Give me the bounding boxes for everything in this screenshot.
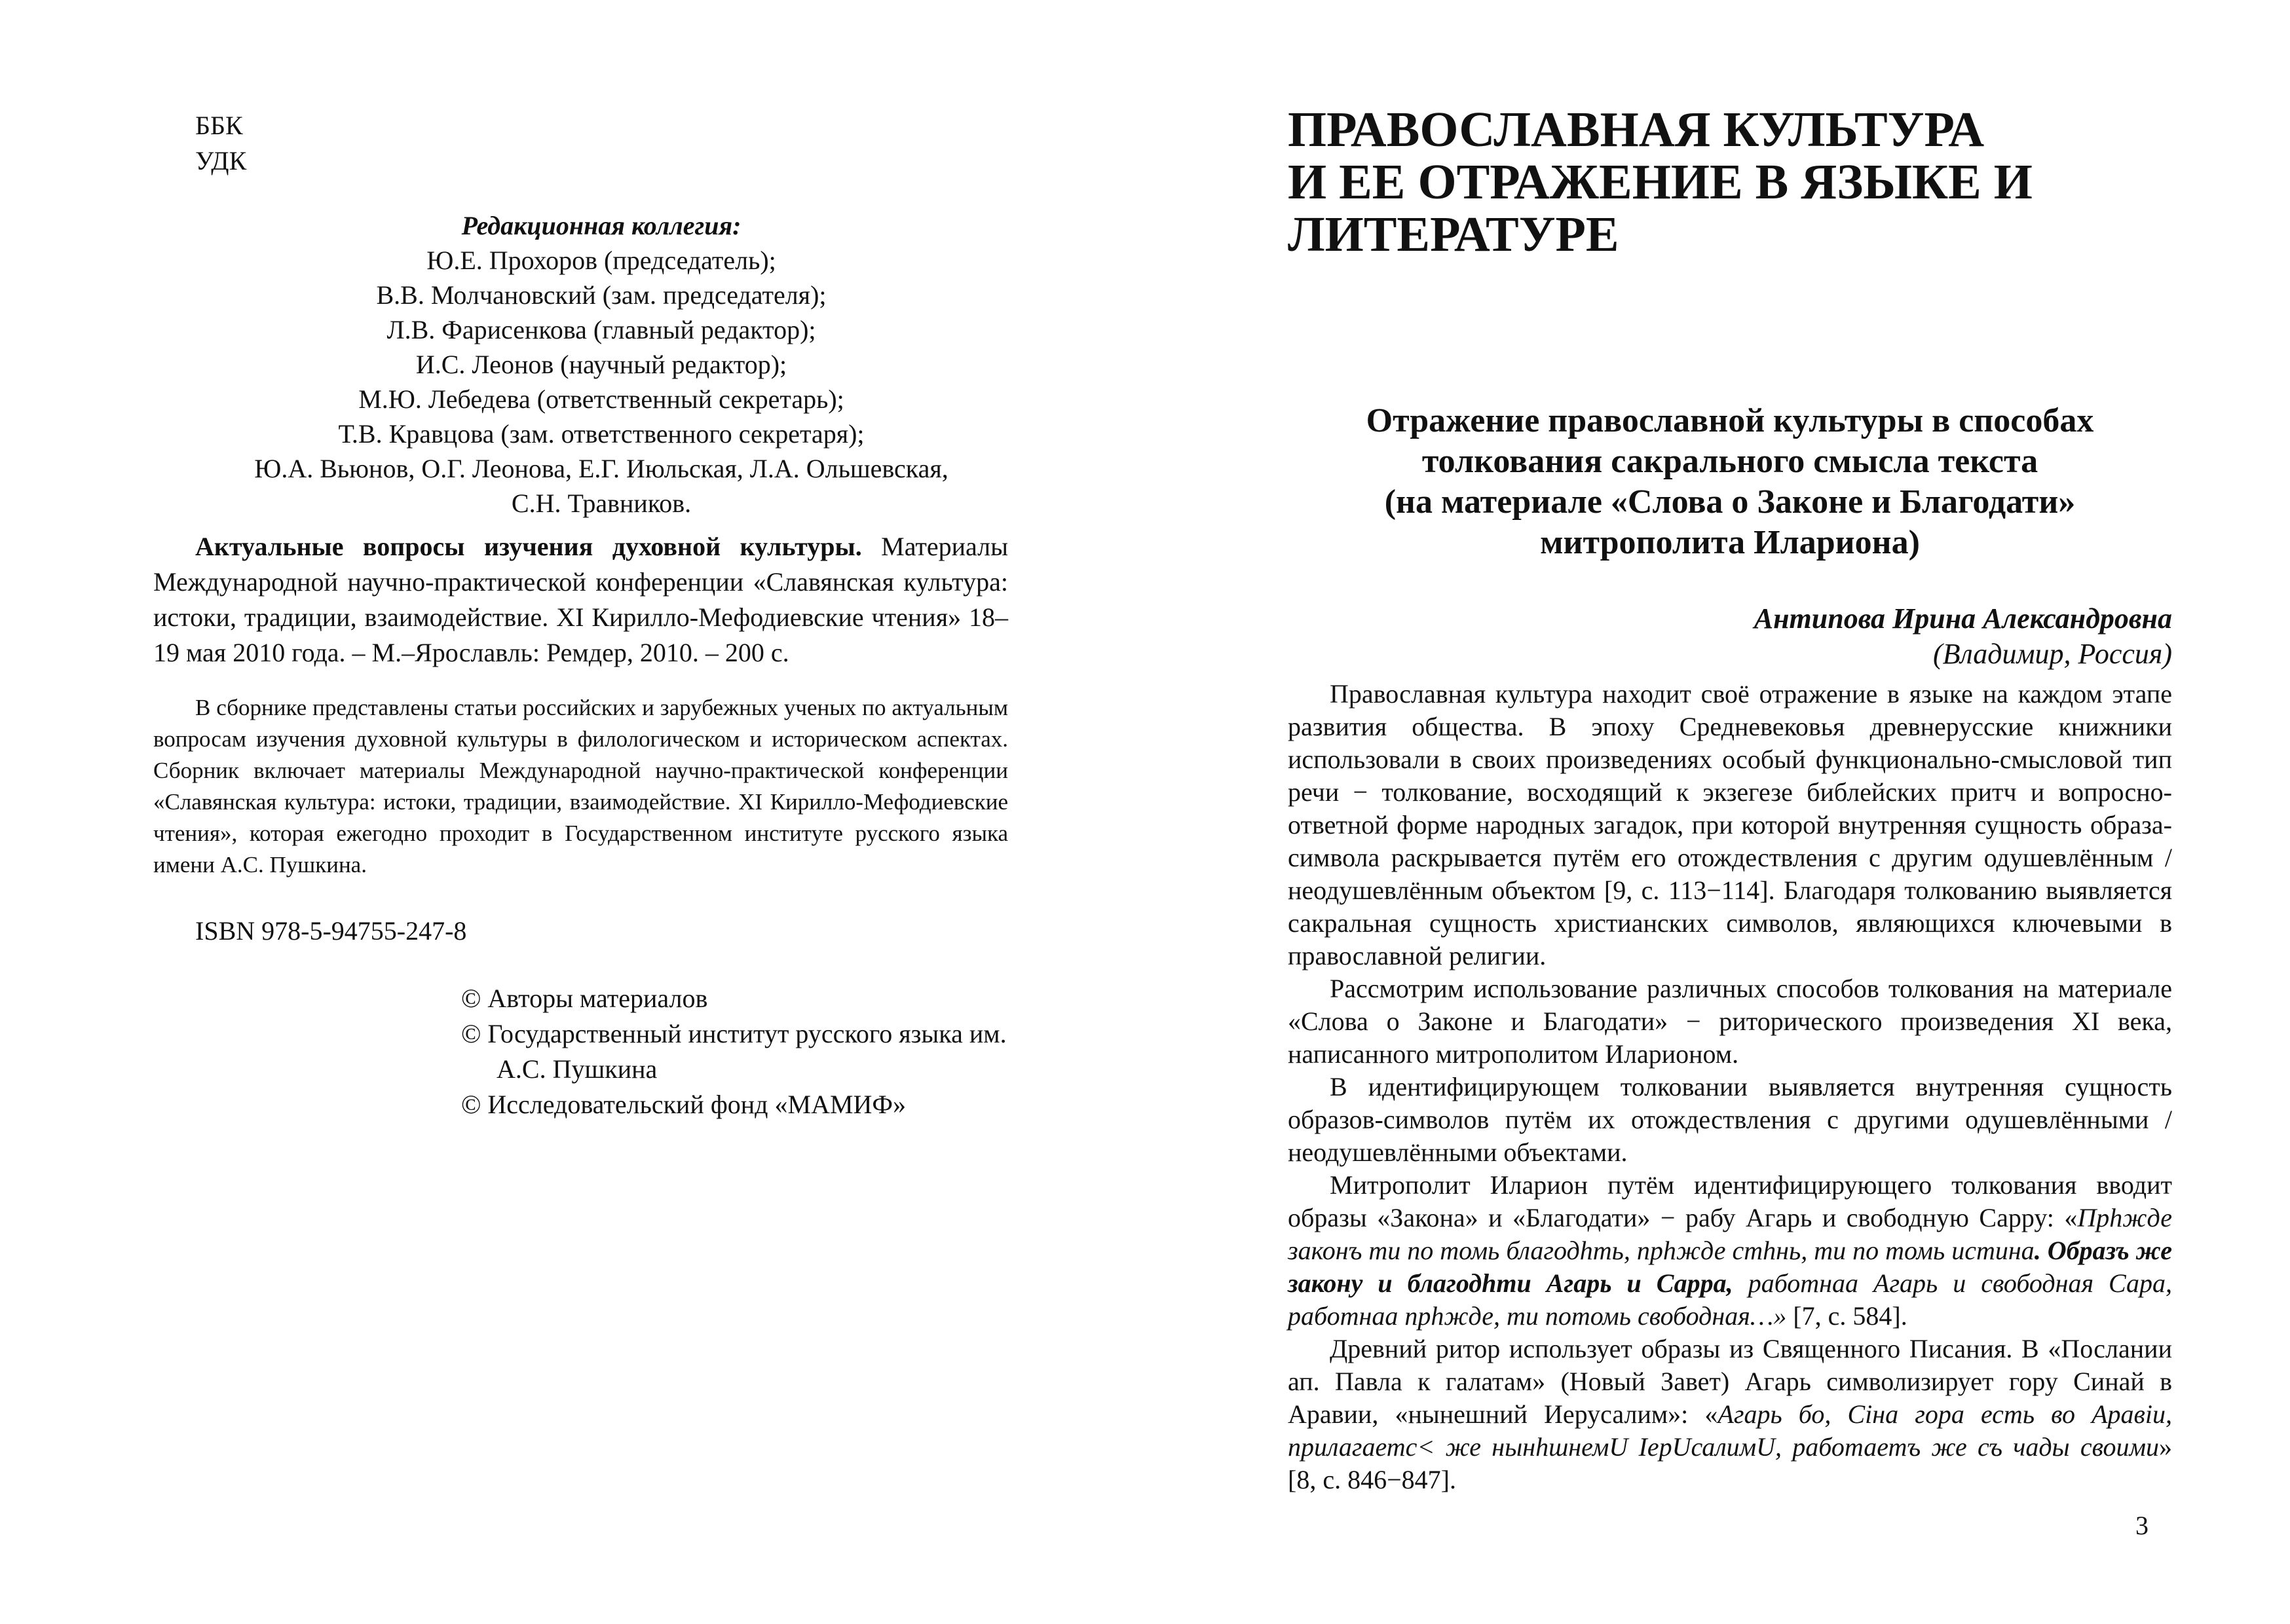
- quote-text: Прhжде законъ ти по томь благодhть, прhжде стhнь, ти по томь истина: [1288, 1203, 2172, 1265]
- board-member: М.Ю. Лебедева (ответственный секретарь);: [358, 384, 844, 414]
- citation: » [8, с. 846−847].: [1288, 1432, 2172, 1494]
- quote-text: Агарь бо, Сіна гора есть во Аравіи, прилагаетс< же нынhшнемU ІерUсалимU, работаетъ же съ чады своими: [1288, 1399, 2172, 1462]
- editorial-board: [195, 208, 1007, 521]
- section-title: [1288, 103, 2172, 261]
- article-title-line: (на материале «Слова о Законе и Благодати»: [1384, 483, 2076, 521]
- paragraph-text: Митрополит Иларион путём идентифицирующего толкования вводит образы «Закона» и «Благодати» − рабу Агарь и свободную Сарру: «: [1288, 1170, 2172, 1232]
- book-title: Актуальные вопросы изучения духовной культуры.: [195, 532, 862, 561]
- section-title-line: ПРАВОСЛАВНАЯ КУЛЬТУРА: [1288, 102, 1985, 157]
- right-page: [1145, 0, 2290, 1624]
- section-title-line: И ЕЕ ОТРАЖЕНИЕ В ЯЗЫКЕ И: [1288, 155, 2033, 210]
- copyright-block: [461, 981, 1018, 1122]
- bbk-label: ББК: [195, 111, 243, 140]
- paragraph: В идентифицирующем толковании выявляется внутренняя сущность образов-символов путём их отождествления с другими одушевлёнными / неодушевлёнными объектами.: [1288, 1072, 2172, 1167]
- author-name: Антипова Ирина Александровна: [1754, 602, 2172, 635]
- page-number: 3: [2135, 1511, 2149, 1540]
- udk-label: УДК: [195, 146, 247, 175]
- paragraph: [1288, 1333, 2172, 1496]
- paragraph-text: Древний ритор использует образы из Священного Писания. В «Послании ап. Павла к галатам» (Новый Завет) Агарь символизирует гору Синай в Аравии, «нынешний Иерусалим»: «: [1288, 1334, 2172, 1429]
- board-member: И.С. Леонов (научный редактор);: [415, 350, 787, 379]
- article-title-line: митрополита Илариона): [1540, 524, 1920, 561]
- section-title-line: ЛИТЕРАТУРЕ: [1288, 207, 1619, 262]
- citation: [7, с. 584].: [1786, 1301, 1907, 1331]
- board-member: С.Н. Травников.: [511, 489, 692, 518]
- quote-text: работнаа Агарь и свободная Сара, работнаа прhжде, ти потомь свободная…»: [1288, 1268, 2173, 1331]
- article-title-line: толкования сакрального смысла текста: [1421, 443, 2038, 480]
- author-location: (Владимир, Россия): [1932, 638, 2172, 670]
- book-details: Материалы Международной научно-практической конференции «Славянская культура: истоки, традиции, взаимодействие. XI Кирилло-Мефодиевские чтения» 18–19 мая 2010 года. – М.–Ярославль: Ремдер, 2010. – 200 с.: [153, 532, 1008, 667]
- copyright-line: © Государственный институт русского языка им. А.С. Пушкина: [461, 1019, 1007, 1084]
- copyright-line: © Авторы материалов: [461, 984, 708, 1013]
- copyright-line: © Исследовательский фонд «МАМИФ»: [461, 1090, 907, 1119]
- article-title: [1288, 401, 2172, 563]
- annotation: В сборнике представлены статьи российских и зарубежных ученых по актуальным вопросам изучения духовной культуры в филологическом и историческом аспектах. Сборник включает материалы Международной научно-практической конференции «Славянская культура: истоки, традиции, взаимодействие. XI Кирилло-Мефодиевские чтения», которая ежегодно проходит в Государственном институте русского языка имени А.С. Пушкина.: [153, 695, 1008, 877]
- board-member: Ю.А. Вьюнов, О.Г. Леонова, Е.Г. Июльская, Л.А. Ольшевская,: [254, 454, 948, 483]
- article-title-line: Отражение православной культуры в способах: [1366, 402, 2094, 439]
- board-member: Ю.Е. Прохоров (председатель);: [426, 246, 776, 275]
- article-body: [1288, 678, 2172, 1496]
- quote-emphasis: . Образъ же закону и благодhти Агарь и Сарра,: [1288, 1236, 2173, 1298]
- editorial-board-title: Редакционная коллегия:: [461, 211, 741, 240]
- paragraph: Православная культура находит своё отражение в языке на каждом этапе развития общества. В эпоху Средневековья древнерусские книжники использовали в своих произведениях особый функционально-смысловой тип речи − толкование, восходящий к экзегезе библейских притч и вопросно-ответной форме народных загадок, при которой внутренняя сущность образа-символа раскрывается путём его отождествления с другим одушевлённым / неодушевлённым объектом [9, с. 113−114]. Благодаря толкованию выявляется сакральная сущность христианских символов, являющихся ключевыми в православной религии.: [1288, 679, 2172, 970]
- bibliographic-record: [153, 529, 1008, 671]
- paragraph: Рассмотрим использование различных способов толкования на материале «Слова о Законе и Благодати» − риторического произведения XI века, написанного митрополитом Иларионом.: [1288, 974, 2172, 1069]
- board-member: В.В. Молчановский (зам. председателя);: [376, 280, 827, 310]
- paragraph: [1288, 1169, 2172, 1333]
- classification-codes: [195, 108, 246, 179]
- author-block: [1288, 601, 2172, 672]
- board-member: Л.В. Фарисенкова (главный редактор);: [386, 315, 816, 344]
- isbn: ISBN 978-5-94755-247-8: [195, 916, 467, 946]
- board-member: Т.В. Кравцова (зам. ответственного секретаря);: [338, 419, 865, 449]
